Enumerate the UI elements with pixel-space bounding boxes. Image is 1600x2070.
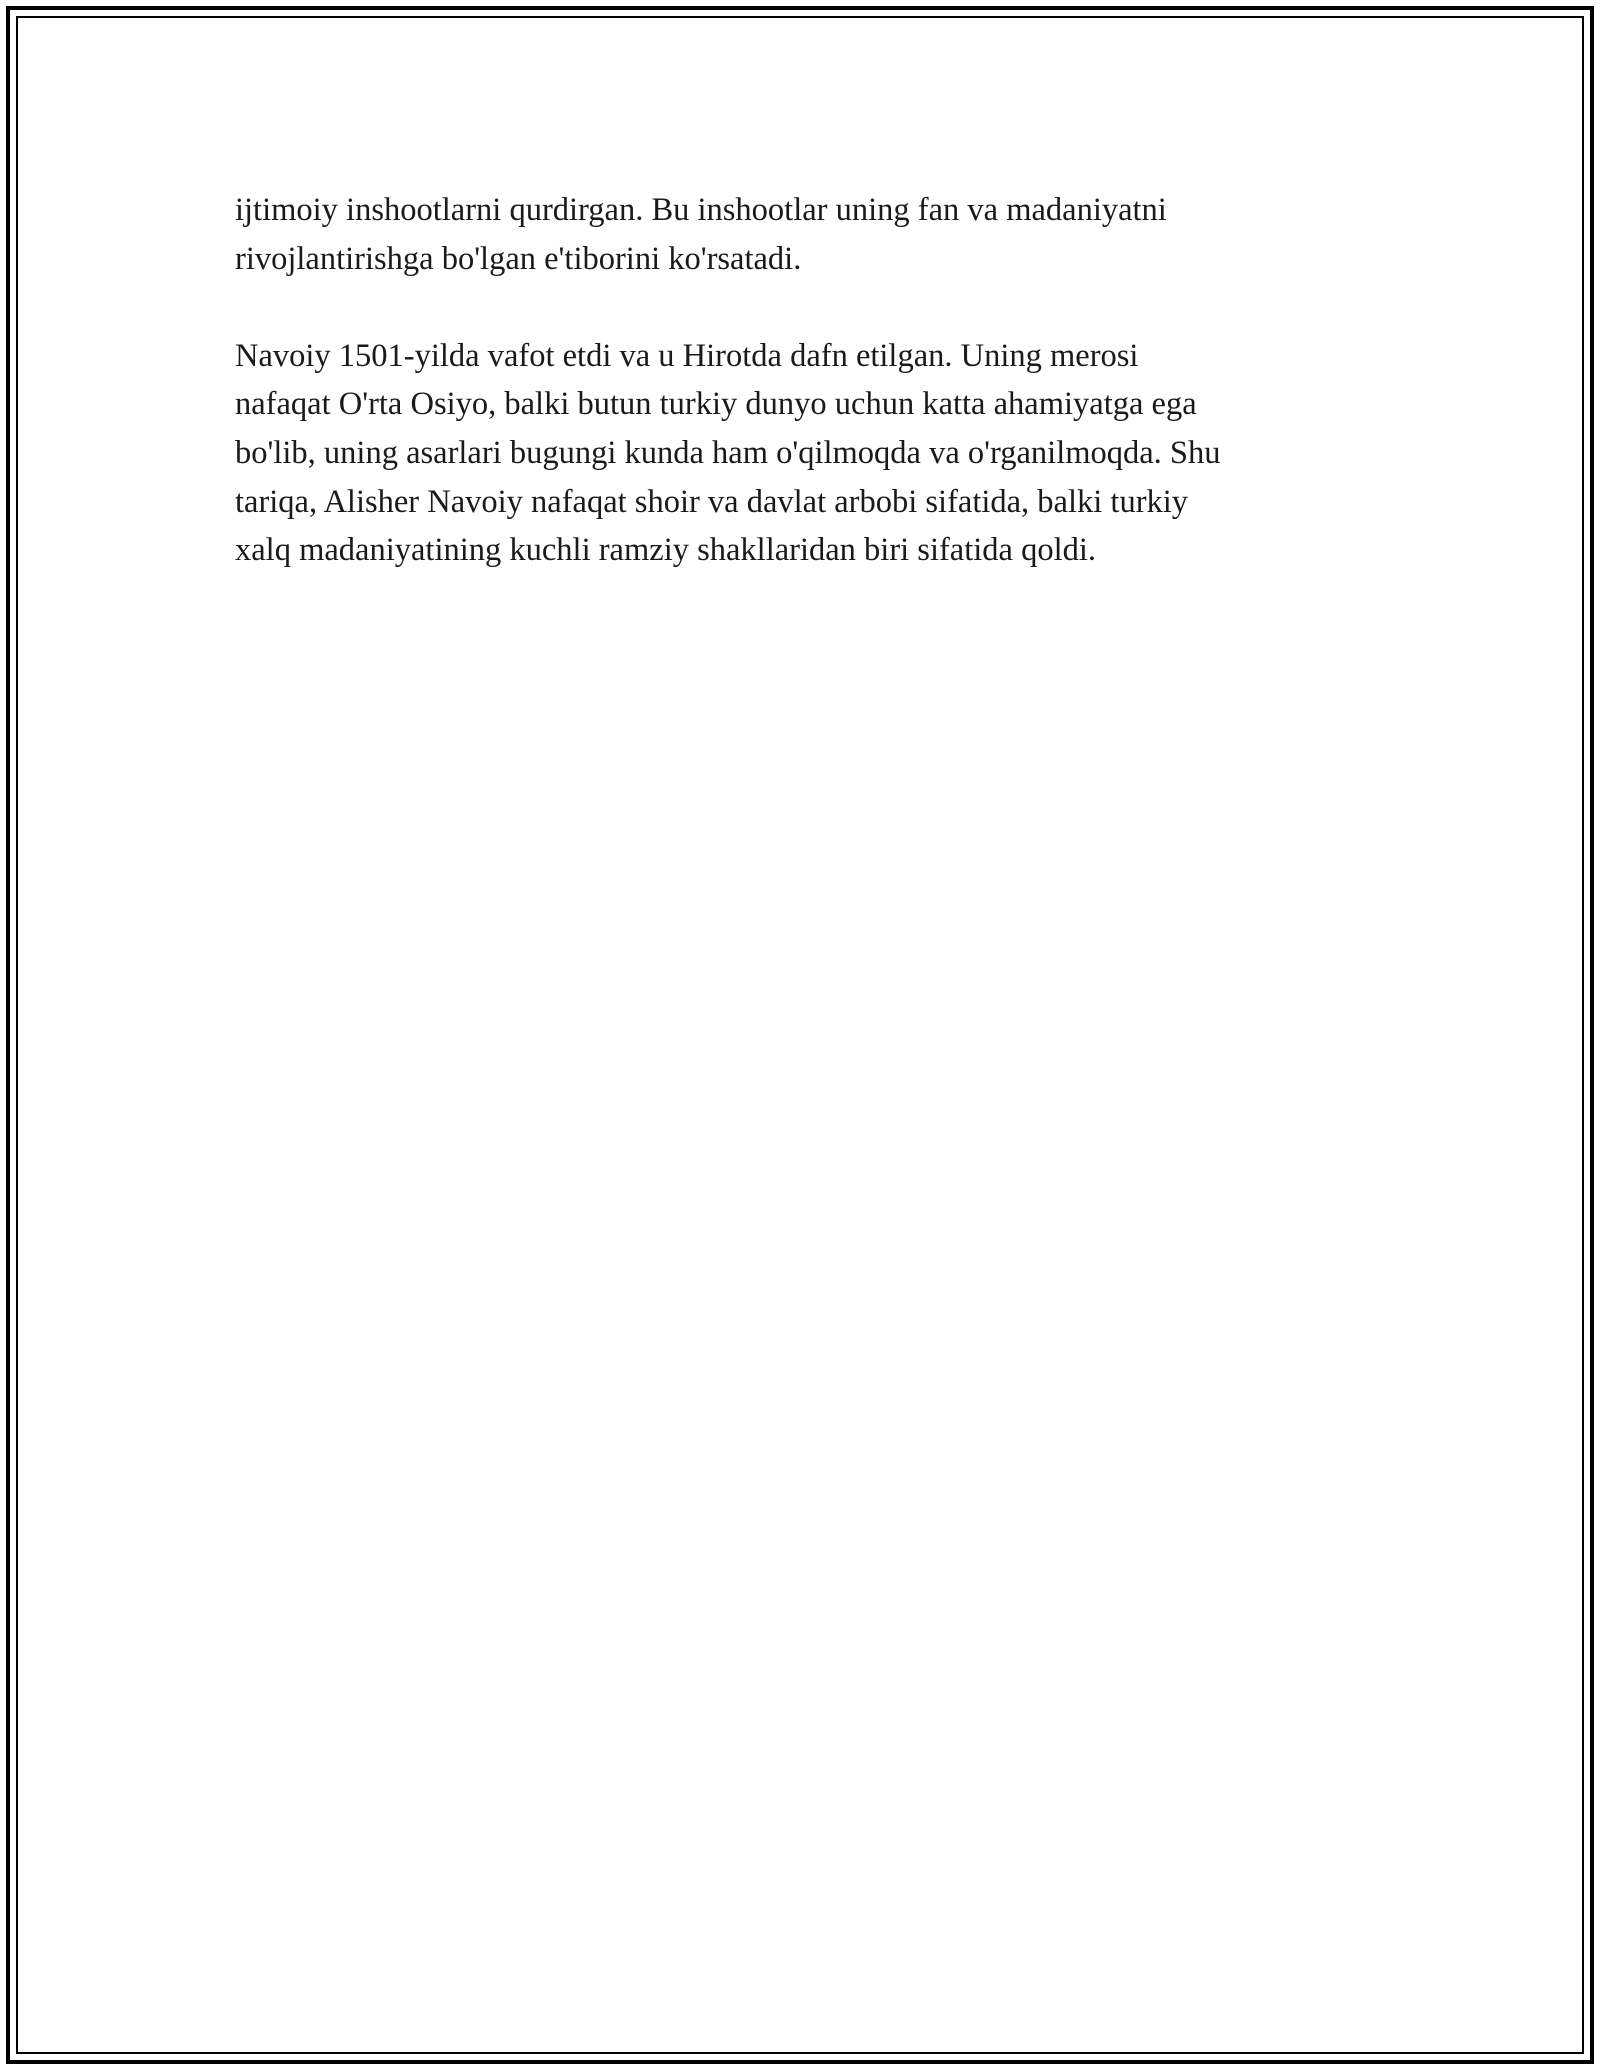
document-body (235, 186, 1375, 575)
paragraph-2 (235, 332, 1375, 575)
text-line: ijtimoiy inshootlarni qurdirgan. Bu inshootlar uning fan va madaniyatni (235, 192, 1167, 228)
text-line: tariqa, Alisher Navoiy nafaqat shoir va davlat arbobi sifatida, balki turkiy (235, 483, 1189, 520)
text-line: Navoiy 1501-yilda vafot etdi va u Hirotda dafn etilgan. Uning merosi (235, 337, 1139, 374)
text-line: nafaqat O'rta Osiyo, balki butun turkiy dunyo uchun katta ahamiyatga ega (235, 386, 1197, 423)
text-line: bo'lib, uning asarlari bugungi kunda ham o'qilmoqda va o'rganilmoqda. Shu (235, 434, 1221, 471)
text-line: xalq madaniyatining kuchli ramziy shakllaridan biri sifatida qoldi. (235, 532, 1097, 569)
paragraph-1 (235, 186, 1375, 283)
text-line: rivojlantirishga bo'lgan e'tiborini ko'rsatadi. (235, 240, 802, 277)
